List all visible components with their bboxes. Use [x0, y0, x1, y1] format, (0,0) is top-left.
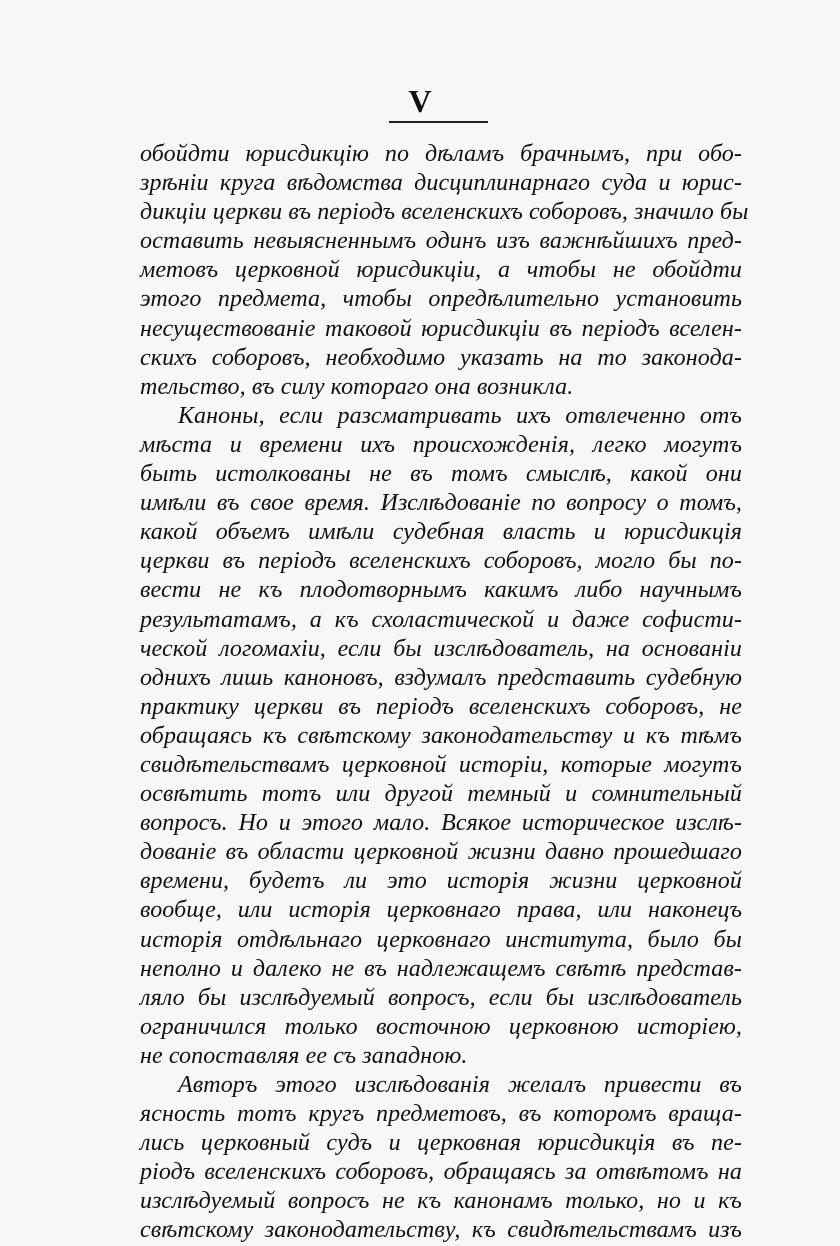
text-line: времени, будетъ ли это исторія жизни церковной — [140, 868, 742, 895]
text-line: результатамъ, а къ схоластической и даже софисти- — [140, 606, 742, 633]
header-rule — [389, 121, 488, 123]
body-text — [140, 140, 749, 1246]
text-line: вообще, или исторія церковнаго права, или наконецъ — [140, 897, 742, 924]
text-line: ограничился только восточною церковною исторіею, — [140, 1013, 742, 1040]
text-line: имѣли въ свое время. Изслѣдованіе по вопросу о томъ, — [140, 490, 742, 517]
text-line: метовъ церковной юрисдикціи, а чтобы не обойдти — [140, 257, 742, 284]
text-line: скихъ соборовъ, необходимо указать на то законода- — [140, 344, 742, 371]
text-line: дикціи церкви въ періодъ вселенскихъ соборовъ, значило бы — [140, 199, 749, 226]
text-line: зрѣніи круга вѣдомства дисциплинарнаго суда и юрис- — [140, 170, 742, 197]
text-line: свидѣтельствамъ церковной исторіи, которые могутъ — [140, 751, 742, 778]
text-line: церкви въ періодъ вселенскихъ соборовъ, могло бы по- — [140, 548, 742, 575]
text-line: быть истолкованы не въ томъ смыслѣ, какой они — [140, 461, 742, 488]
text-line: ясность тотъ кругъ предметовъ, въ которомъ враща- — [140, 1101, 742, 1128]
text-line: ріодъ вселенскихъ соборовъ, обращаясь за отвѣтомъ на — [140, 1159, 742, 1186]
text-line: изслѣдуемый вопросъ не къ канонамъ только, но и къ — [140, 1188, 742, 1215]
paragraph-end-line: не сопоставляя ее съ западною. — [140, 1042, 468, 1069]
text-line: обращаясь къ свѣтскому законодательству и къ тѣмъ — [140, 722, 742, 749]
text-line: оставить невыясненнымъ одинъ изъ важнѣйшихъ пред- — [140, 228, 742, 255]
text-line: этого предмета, чтобы опредѣлительно установить — [140, 286, 742, 313]
text-line: обойдти юрисдикцію по дѣламъ брачнымъ, при обо- — [140, 141, 742, 167]
text-line: вести не къ плодотворнымъ какимъ либо научнымъ — [140, 577, 742, 604]
paragraph-end-line: тельство, въ силу котораго она возникла. — [140, 373, 574, 400]
text-line: свѣтскому законодательству, къ свидѣтельствамъ изъ — [140, 1217, 742, 1244]
text-line: какой объемъ имѣли судебная власть и юрисдикція — [140, 519, 742, 546]
text-line: ляло бы изслѣдуемый вопросъ, если бы изслѣдователь — [140, 984, 742, 1011]
text-line: несуществованіе таковой юрисдикціи въ періодъ вселен- — [140, 315, 742, 342]
text-line: ческой логомахіи, если бы изслѣдователь, на основаніи — [140, 635, 742, 662]
text-line: неполно и далеко не въ надлежащемъ свѣтѣ представ- — [140, 955, 742, 982]
text-line: однихъ лишь каноновъ, вздумалъ представить судебную — [140, 664, 742, 691]
text-line: дованіе въ области церковной жизни давно прошедшаго — [140, 839, 742, 866]
text-line: лись церковный судъ и церковная юрисдикція въ пе- — [140, 1130, 742, 1157]
page-number: V — [408, 83, 432, 119]
text-line: практику церкви въ періодъ вселенскихъ соборовъ, не — [140, 693, 742, 720]
text-line: мѣста и времени ихъ происхожденія, легко могутъ — [140, 431, 742, 458]
text-line: вопросъ. Но и этого мало. Всякое историческое изслѣ- — [140, 810, 742, 837]
text-line: исторія отдѣльнаго церковнаго института, было бы — [140, 926, 742, 953]
paragraph-start-line: Каноны, если разсматривать ихъ отвлеченно отъ — [178, 402, 742, 429]
paragraph-start-line: Авторъ этого изслѣдованія желалъ привести въ — [178, 1072, 742, 1098]
text-line: освѣтить тотъ или другой темный и сомнительный — [140, 781, 742, 808]
